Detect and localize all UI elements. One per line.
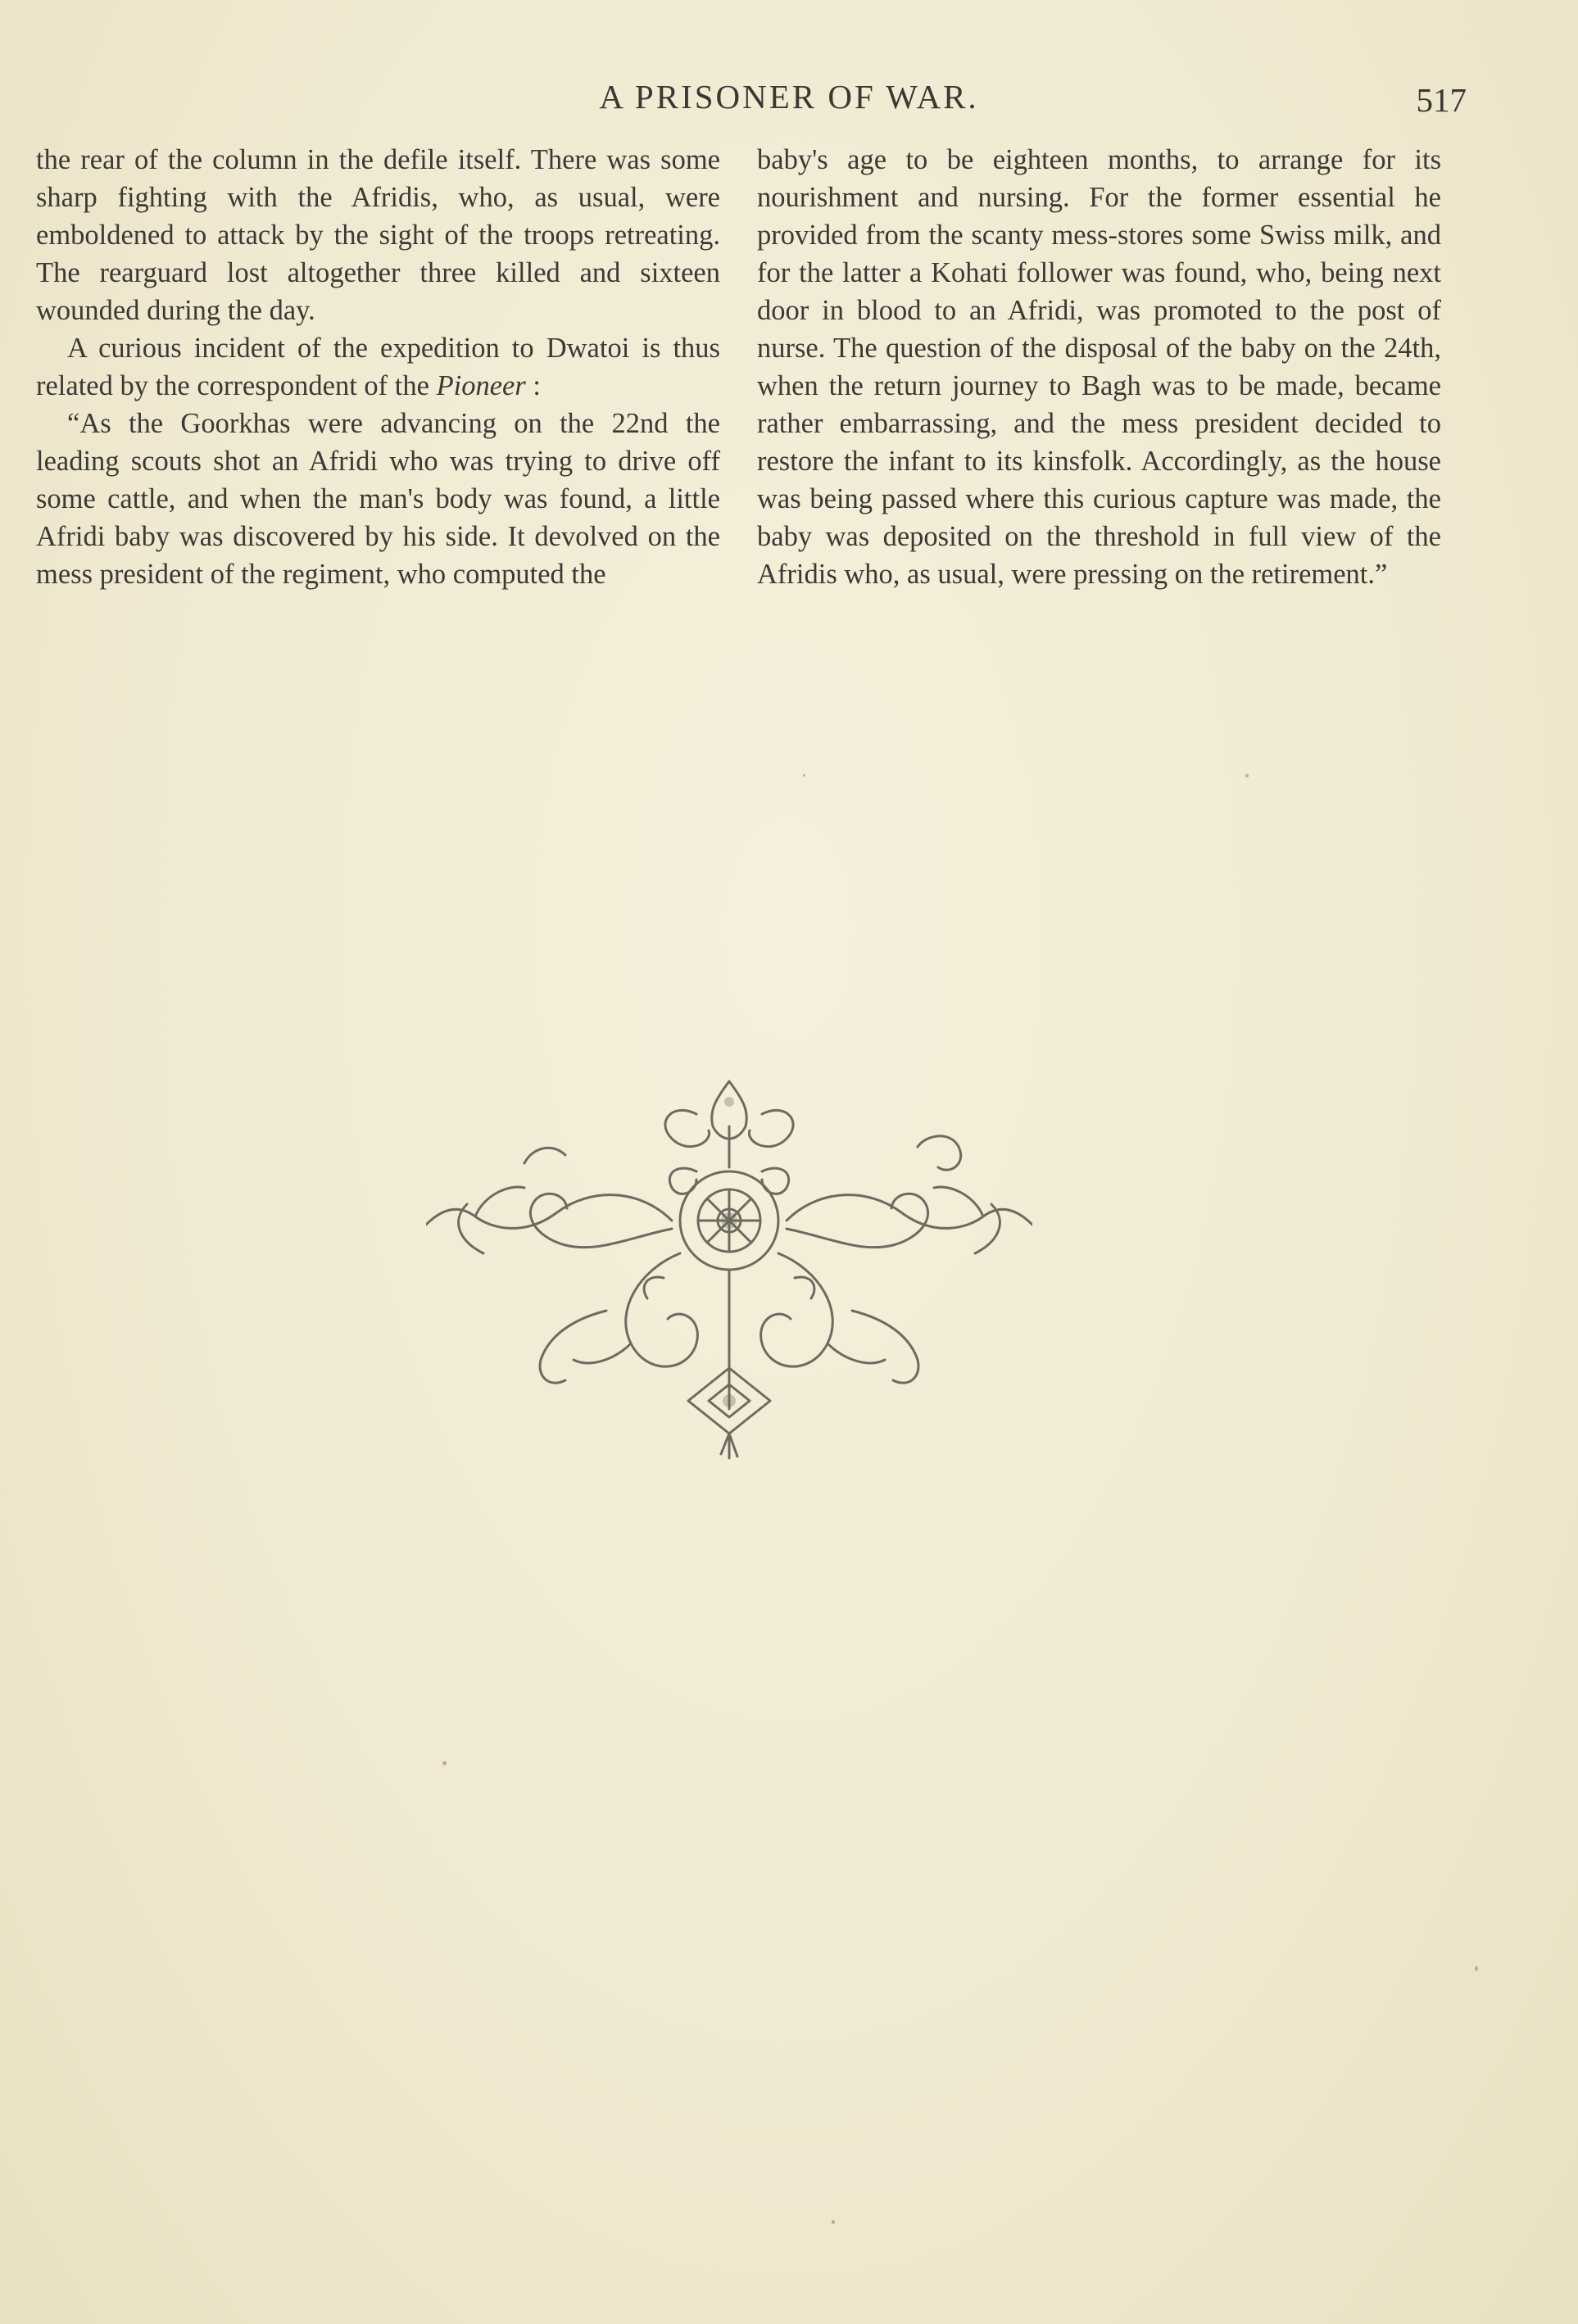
incident-lead-text: A curious incident of the expedition to Dwatoi is thus related by the correspondent of the — [36, 333, 720, 401]
paper-speck — [442, 1761, 447, 1765]
paper-speck — [803, 774, 805, 777]
incident-colon: : — [525, 370, 541, 401]
right-column — [757, 141, 1441, 593]
running-title: A PRISONER OF WAR. — [599, 78, 979, 116]
page-number: 517 — [1416, 81, 1467, 119]
floral-tailpiece-ornament-icon — [426, 1065, 1032, 1466]
right-paragraph-quote-continued: baby's age to be eighteen months, to arrange for its nourishment and nursing. For the former essential he provided from the scanty mess-stores some Swiss milk, and for the latter a Kohati follower was found, who, being next door in blood to an Afridi, was promoted to the post of nurse. The question of the disposal of the baby on the 24th, when the return journey to Bagh was to be made, became rather embarrassing, and the mess president decided to restore the infant to its kinsfolk. Accordingly, as the house was being passed where this curious capture was made, the baby was deposited on the threshold in full view of the Afridis who, as usual, were pressing on the retirement.” — [757, 144, 1441, 590]
left-paragraph-incident — [36, 329, 720, 405]
paper-speck — [1475, 1966, 1478, 1971]
ornament-drawing — [426, 1065, 1032, 1466]
left-paragraph-continued: the rear of the column in the defile itself. There was some sharp fighting with the Afridis, who, as usual, were emboldened to attack by the sight of the troops retreating. The rearguard lost altogether three killed and sixteen wounded during the day. — [36, 144, 720, 326]
newspaper-name: Pioneer — [436, 370, 526, 401]
paper-speck — [832, 2220, 835, 2224]
running-head — [0, 72, 1578, 121]
left-column — [36, 141, 720, 593]
paper-speck — [1245, 774, 1249, 777]
left-paragraph-quote: “As the Goorkhas were advancing on the 22nd the leading scouts shot an Afridi who was trying to drive off some cattle, and when the man's body was found, a little Afridi baby was discovered by his side. It devolved on the mess president of the regiment, who computed the — [36, 408, 720, 590]
